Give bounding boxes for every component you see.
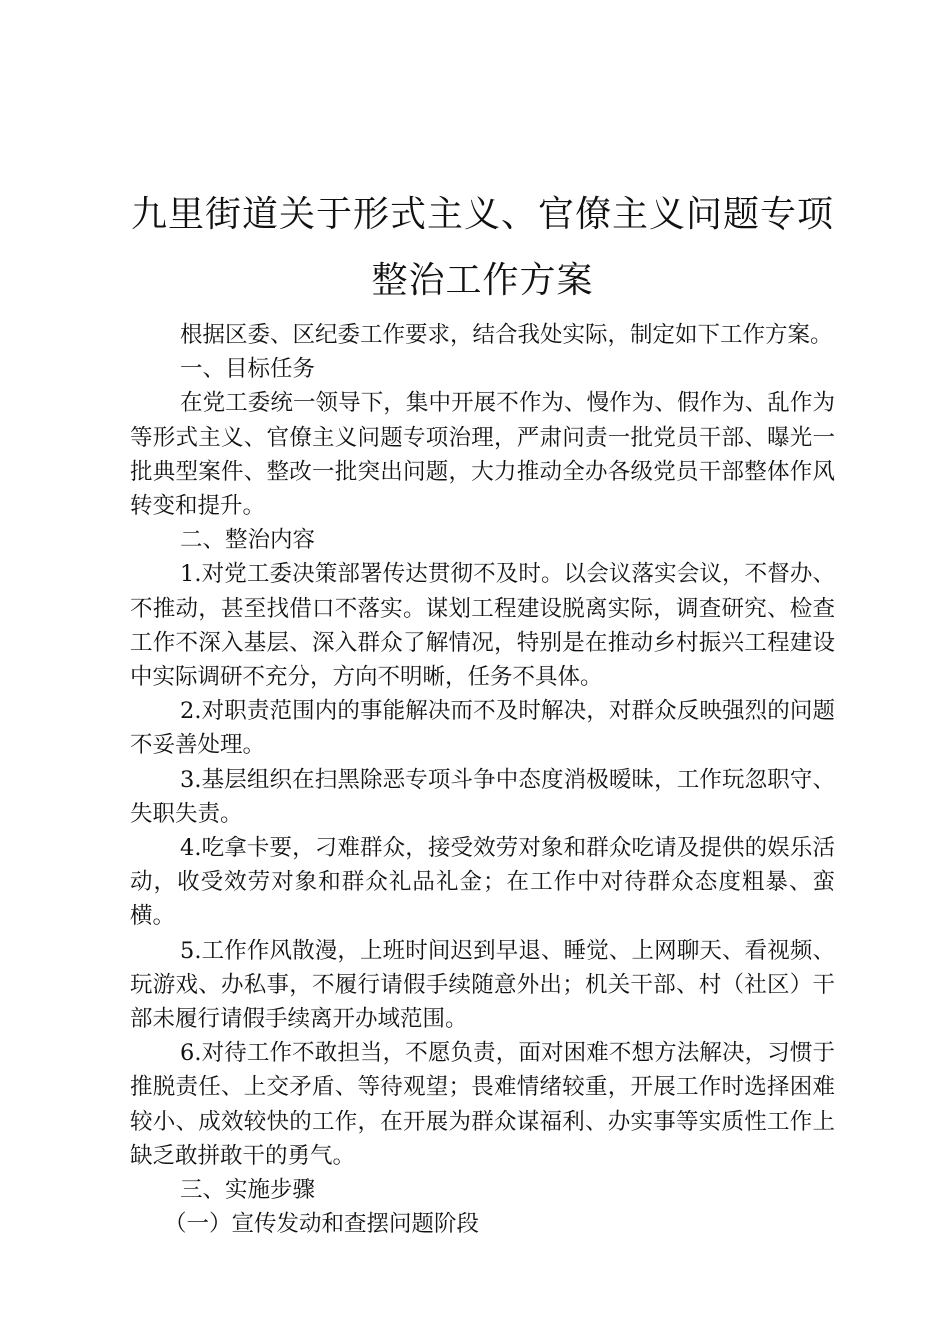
list-item-4: 4.吃拿卡要，刁难群众，接受效劳对象和群众吃请及提供的娱乐活动，收受效劳对象和群众礼品礼金；在工作中对待群众态度粗暴、蛮横。 — [130, 835, 835, 930]
paragraph-goals: 在党工委统一领导下，集中开展不作为、慢作为、假作为、乱作为等形式主义、官僚主义问题专项治理，严肃问责一批党员干部、曝光一批典型案件、整改一批突出问题，大力推动全办各级党员干部整体作风转变和提升。 — [130, 390, 835, 520]
list-item-1: 1.对党工委决策部署传达贯彻不及时。以会议落实会议，不督办、不推动，甚至找借口不落实。谋划工程建设脱离实际，调查研究、检查工作不深入基层、深入群众了解情况，特别是在推动乡村振兴工程建设中实际调研不充分，方向不明晰，任务不具体。 — [130, 561, 835, 691]
section-heading-goals: 一、目标任务 — [180, 356, 316, 383]
subsection-heading-stage-1: （一）宣传发动和查摆问题阶段 — [164, 1211, 480, 1238]
list-item-6: 6.对待工作不敢担当，不愿负责，面对困难不想方法解决，习惯于推脱责任、上交矛盾、等待观望；畏难情绪较重，开展工作时选择困难较小、成效较快的工作，在开展为群众谋福利、办实事等实质性工作上缺乏敢拼敢干的勇气。 — [130, 1040, 835, 1169]
list-item-2: 2.对职责范围内的事能解决而不及时解决，对群众反映强烈的问题不妥善处理。 — [130, 698, 835, 759]
document-page — [130, 182, 835, 1241]
paragraph-intro: 根据区委、区纪委工作要求，结合我处实际，制定如下工作方案。 — [180, 322, 833, 348]
list-item-3: 3.基层组织在扫黑除恶专项斗争中态度消极暧昧，工作玩忽职守、失职失责。 — [130, 766, 835, 827]
document-title: 九里街道关于形式主义、官僚主义问题专项整治工作方案 — [130, 194, 834, 301]
list-item-5: 5.工作作风散漫，上班时间迟到早退、睡觉、上网聊天、看视频、玩游戏、办私事，不履行请假手续随意外出；机关干部、村（社区）干部未履行请假手续离开办域范围。 — [130, 937, 835, 1033]
section-heading-steps: 三、实施步骤 — [180, 1177, 316, 1204]
section-heading-content: 二、整治内容 — [180, 527, 316, 554]
